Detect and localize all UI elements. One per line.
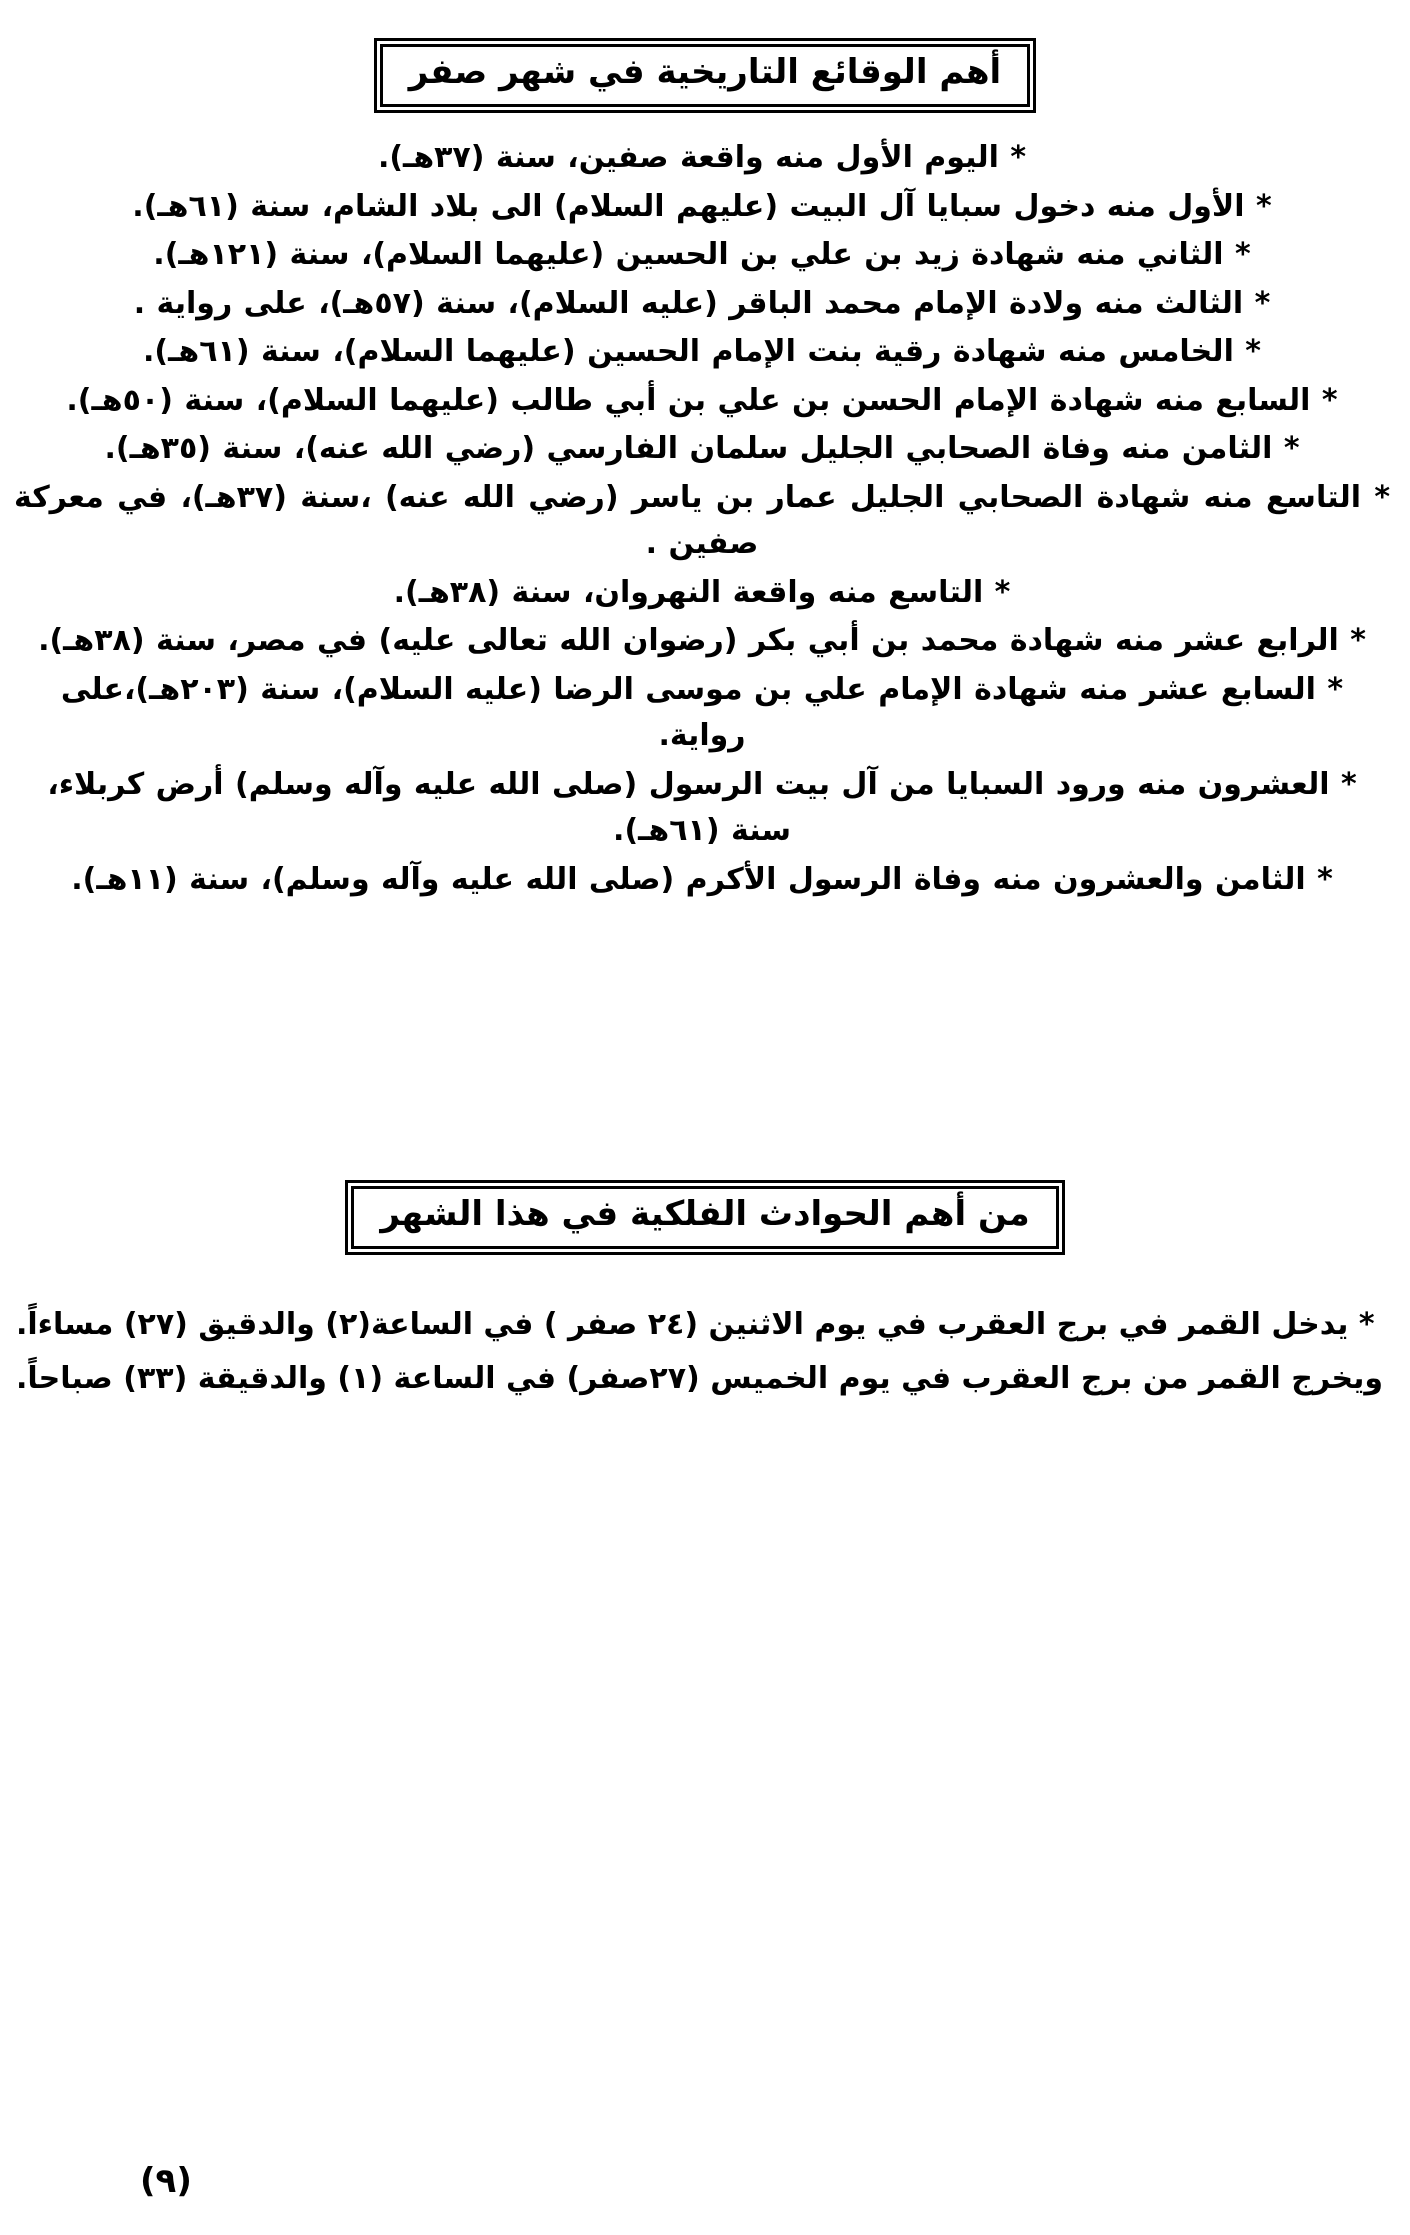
list-item: * الأول منه دخول سبايا آل البيت (عليهم السلام) الى بلاد الشام، سنة (٦١هـ). xyxy=(132,188,1272,224)
list-item: * الثالث منه ولادة الإمام محمد الباقر (عليه السلام)، سنة (٥٧هـ)، على رواية . xyxy=(133,285,1271,321)
list-item: * السابع منه شهادة الإمام الحسن بن علي بن أبي طالب (عليهما السلام)، سنة (٥٠هـ). xyxy=(66,382,1338,418)
list-item: * اليوم الأول منه واقعة صفين، سنة (٣٧هـ). xyxy=(377,140,1027,176)
page-number: (٩) xyxy=(140,2161,192,2201)
historical-heading-inner-border xyxy=(380,44,1030,107)
historical-heading-outer-border xyxy=(374,38,1036,113)
list-item: * الخامس منه شهادة رقية بنت الإمام الحسين (عليهما السلام)، سنة (٦١هـ). xyxy=(143,334,1261,370)
astronomical-heading-inner-border xyxy=(351,1186,1058,1249)
paragraph: * يدخل القمر في برج العقرب في يوم الاثنين (٢٤ صفر ) في الساعة(٢) والدقيق (٢٧) مساءاً. xyxy=(16,1307,1375,1343)
paragraph: ويخرج القمر من برج العقرب في يوم الخميس (٢٧صفر) في الساعة (١) والدقيقة (٣٣) صباحاً. xyxy=(16,1361,1384,1397)
section-spacer xyxy=(0,905,1410,1180)
list-item: * الثامن والعشرون منه وفاة الرسول الأكرم (صلى الله عليه وآله وسلم)، سنة (١١هـ). xyxy=(71,861,1333,897)
astronomical-heading-text: من أهم الحوادث الفلكية في هذا الشهر xyxy=(380,1194,1030,1235)
list-item: * الثاني منه شهادة زيد بن علي بن الحسين (عليهما السلام)، سنة (١٢١هـ). xyxy=(153,237,1251,273)
historical-events-list xyxy=(14,135,1390,903)
list-item: * السابع عشر منه شهادة الإمام علي بن موسى الرضا (عليه السلام)، سنة (٢٠٣هـ)،على رواية. xyxy=(60,671,1344,754)
list-item: * العشرون منه ورود السبايا من آل بيت الرسول (صلى الله عليه وآله وسلم) أرض كربلاء، سنة (٦١هـ). xyxy=(47,766,1357,849)
list-item: * الثامن منه وفاة الصحابي الجليل سلمان الفارسي (رضي الله عنه)، سنة (٣٥هـ). xyxy=(104,431,1300,467)
historical-heading-container xyxy=(0,38,1410,113)
list-item: * التاسع منه واقعة النهروان، سنة (٣٨هـ). xyxy=(393,574,1011,610)
list-item: * التاسع منه شهادة الصحابي الجليل عمار بن ياسر (رضي الله عنه) ،سنة (٣٧هـ)، في معركة صفين . xyxy=(14,479,1391,562)
historical-heading-text: أهم الوقائع التاريخية في شهر صفر xyxy=(408,52,1002,92)
astronomical-events-body xyxy=(16,1301,1394,1403)
list-item: * الرابع عشر منه شهادة محمد بن أبي بكر (رضوان الله تعالى عليه) في مصر، سنة (٣٨هـ). xyxy=(38,623,1366,659)
astronomical-heading-outer-border xyxy=(345,1180,1064,1255)
astronomical-heading-container xyxy=(0,1180,1410,1255)
